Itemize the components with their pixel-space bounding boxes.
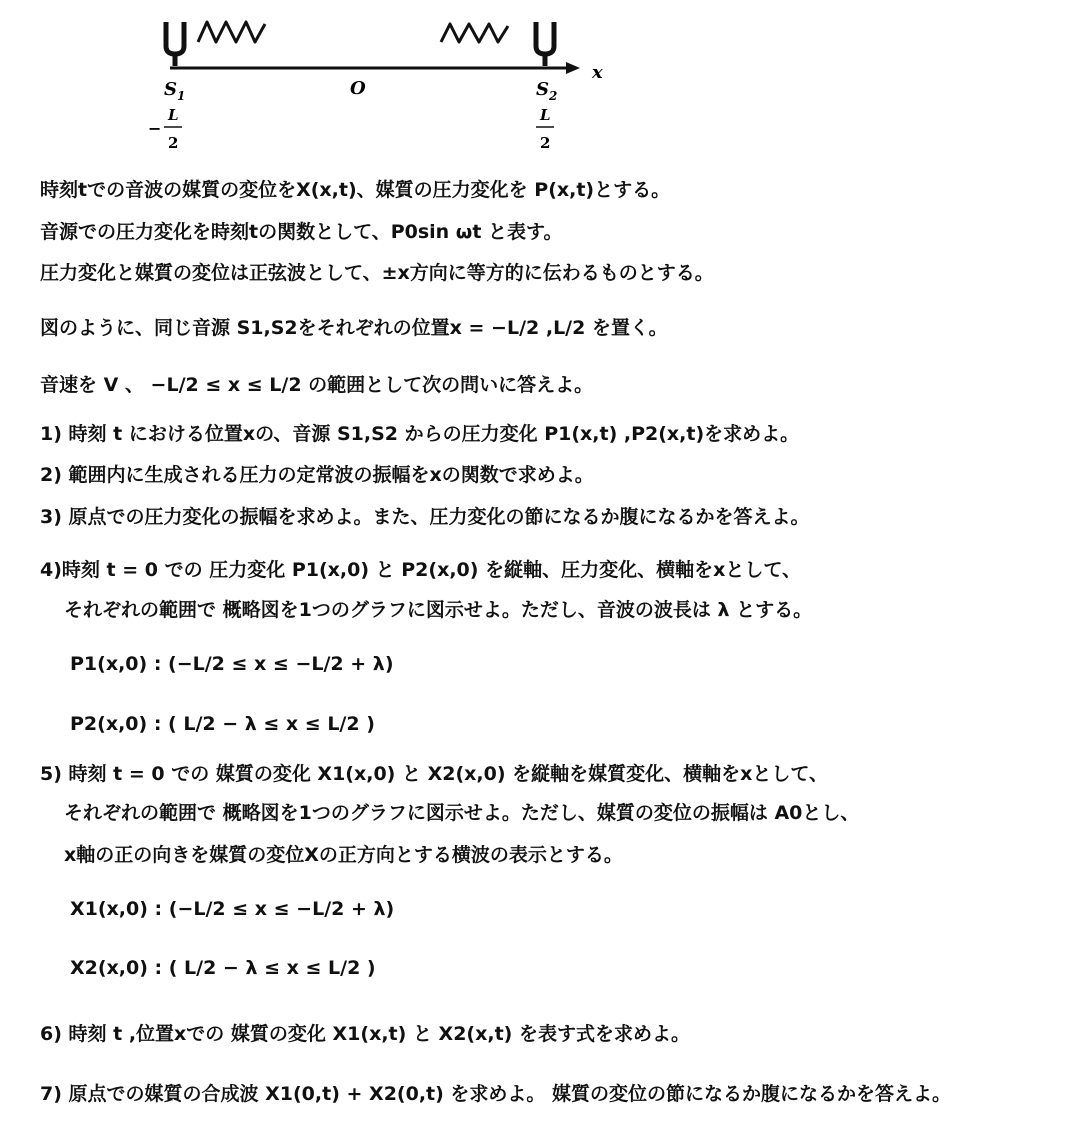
sound-source-diagram [0,0,640,160]
question-4-line-1: 4)時刻 t = 0 での 圧力変化 P1(x,0) と P2(x,0) を縦軸、圧力変化、横軸をxとして、 [40,559,801,581]
question-4-range-p1: P1(x,0) : (−L/2 ≤ x ≤ −L/2 + λ) [70,653,394,675]
s1-pos-num: L [168,106,179,124]
tuning-fork-s1-icon [166,22,184,66]
question-6: 6) 時刻 t ,位置xでの 媒質の変化 X1(x,t) と X2(x,t) を表す式を求めよ。 [40,1023,690,1045]
question-5-line-2: それぞれの範囲で 概略図を1つのグラフに図示せよ。ただし、媒質の変位の振幅は A0とし、 [64,802,860,824]
intro-line-1: 時刻tでの音波の媒質の変位をX(x,t)、媒質の圧力変化を P(x,t)とする。 [40,179,671,201]
tuning-fork-s2-icon [536,22,554,66]
intro-line-5: 音速を V 、 −L/2 ≤ x ≤ L/2 の範囲として次の問いに答えよ。 [40,374,594,396]
question-5-line-1: 5) 時刻 t = 0 での 媒質の変化 X1(x,0) と X2(x,0) を縦軸を媒質変化、横軸をxとして、 [40,763,829,785]
question-5-range-x2: X2(x,0) : ( L/2 − λ ≤ x ≤ L/2 ) [70,957,376,979]
intro-line-2: 音源での圧力変化を時刻tの関数として、P0sin ωt と表す。 [40,221,563,243]
label-origin: O [350,78,366,99]
x-axis-arrow-icon [566,62,580,74]
s1-pos-sign: − [148,119,162,138]
label-s2: $S_2$ [536,79,558,103]
question-1: 1) 時刻 t における位置xの、音源 S1,S2 からの圧力変化 P1(x,t) ,P2(x,t)を求めよ。 [40,423,800,445]
label-s1: $S_1$ [164,79,186,103]
question-2: 2) 範囲内に生成される圧力の定常波の振幅をxの関数で求めよ。 [40,464,594,486]
wave-s1-icon [198,22,265,42]
axis-label-x: x [592,62,603,83]
s1-pos-den: 2 [168,134,179,152]
question-5-range-x1: X1(x,0) : (−L/2 ≤ x ≤ −L/2 + λ) [70,898,395,920]
question-4-line-2: それぞれの範囲で 概略図を1つのグラフに図示せよ。ただし、音波の波長は λ とする。 [64,599,813,621]
s2-pos-den: 2 [540,134,551,152]
intro-line-3: 圧力変化と媒質の変位は正弦波として、±x方向に等方的に伝わるものとする。 [40,262,714,284]
question-4-range-p2: P2(x,0) : ( L/2 − λ ≤ x ≤ L/2 ) [70,713,375,735]
question-5-line-3: x軸の正の向きを媒質の変位Xの正方向とする横波の表示とする。 [64,844,623,866]
s2-pos-num: L [540,106,551,124]
question-7: 7) 原点での媒質の合成波 X1(0,t) + X2(0,t) を求めよ。 媒質の変位の節になるか腹になるかを答えよ。 [40,1083,952,1105]
intro-line-4: 図のように、同じ音源 S1,S2をそれぞれの位置x = −L/2 ,L/2 を置く。 [40,317,668,339]
wave-s2-icon [441,24,508,42]
question-3: 3) 原点での圧力変化の振幅を求めよ。また、圧力変化の節になるか腹になるかを答えよ。 [40,506,810,528]
